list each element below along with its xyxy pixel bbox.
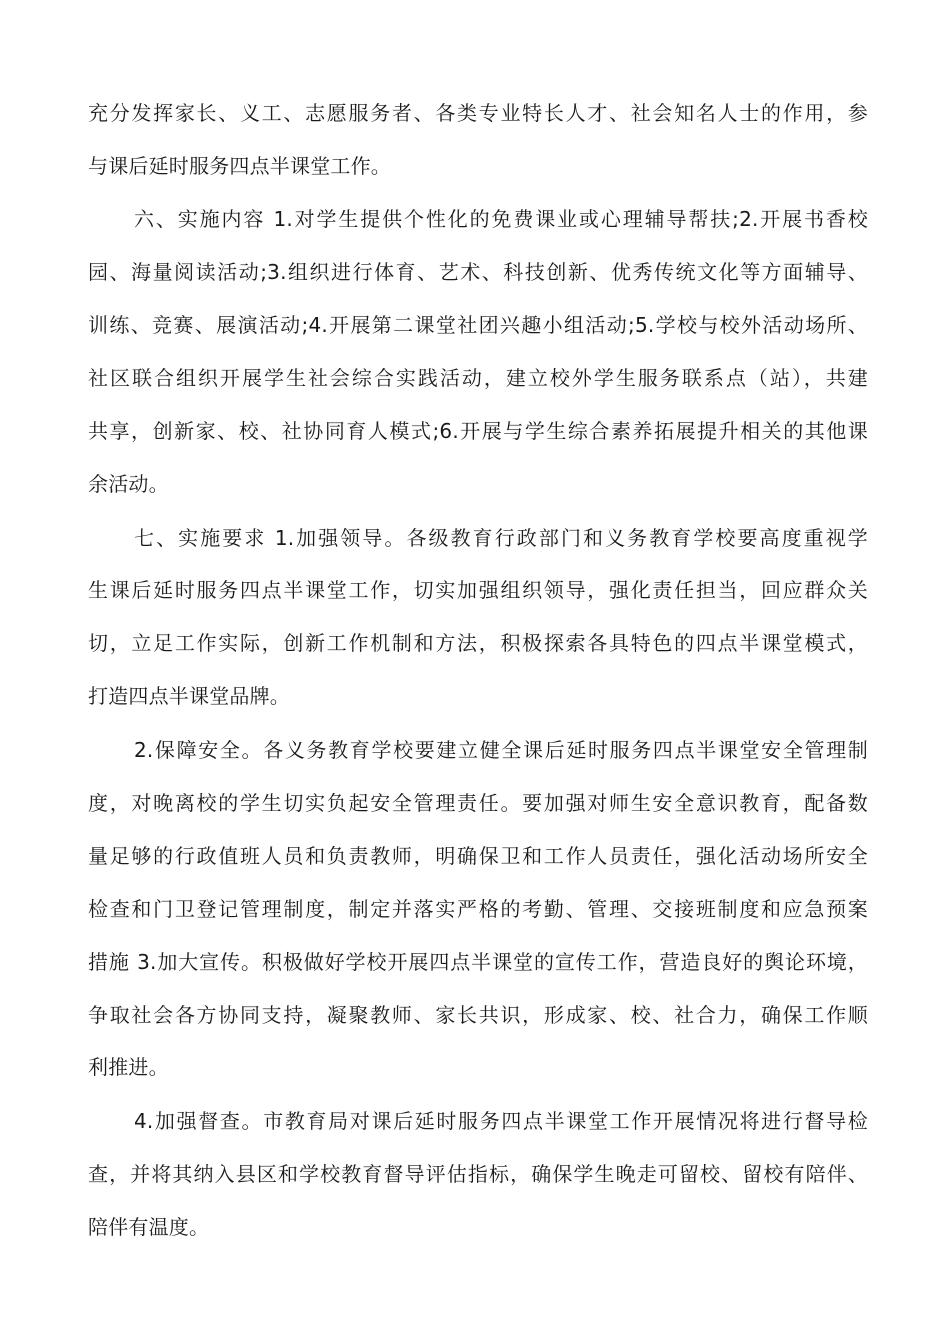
text-line: 查，并将其纳入县区和学校教育督导评估指标，确保学生晚走可留校、留校有陪伴、 (88, 1162, 868, 1186)
text-line: 切，立足工作实际，创新工作机制和方法，积极探索各具特色的四点半课堂模式， (88, 631, 868, 655)
text-line: 4.加强督查。市教育局对课后延时服务四点半课堂工作开展情况将进行督导检 (134, 1109, 868, 1133)
text-line: 2.保障安全。各义务教育学校要建立健全课后延时服务四点半课堂安全管理制 (134, 738, 868, 762)
text-line: 园、海量阅读活动;3.组织进行体育、艺术、科技创新、优秀传统文化等方面辅导、 (88, 260, 868, 284)
text-line: 与课后延时服务四点半课堂工作。 (88, 154, 391, 178)
text-line: 度，对晚离校的学生切实负起安全管理责任。要加强对师生安全意识教育，配备数 (88, 791, 868, 815)
text-line: 利推进。 (88, 1055, 169, 1079)
text-line: 共享，创新家、校、社协同育人模式;6.开展与学生综合素养拓展提升相关的其他课 (88, 419, 868, 443)
text-line: 打造四点半课堂品牌。 (88, 684, 290, 708)
text-line: 余活动。 (88, 472, 169, 496)
text-line: 社区联合组织开展学生社会综合实践活动，建立校外学生服务联系点（站），共建 (88, 366, 868, 390)
text-line: 充分发挥家长、义工、志愿服务者、各类专业特长人才、社会知名人士的作用，参 (88, 101, 868, 125)
text-line: 训练、竞赛、展演活动;4.开展第二课堂社团兴趣小组活动;5.学校与校外活动场所、 (88, 313, 868, 337)
text-line: 量足够的行政值班人员和负责教师，明确保卫和工作人员责任，强化活动场所安全 (88, 844, 868, 868)
text-line: 七、实施要求 1.加强领导。各级教育行政部门和义务教育学校要高度重视学 (134, 526, 868, 550)
text-line: 检查和门卫登记管理制度，制定并落实严格的考勤、管理、交接班制度和应急预案 (88, 897, 868, 921)
text-line: 措施 3.加大宣传。积极做好学校开展四点半课堂的宣传工作，营造良好的舆论环境， (88, 950, 868, 974)
text-line: 生课后延时服务四点半课堂工作，切实加强组织领导，强化责任担当，回应群众关 (88, 578, 868, 602)
text-line: 六、实施内容 1.对学生提供个性化的免费课业或心理辅导帮扶;2.开展书香校 (134, 207, 868, 231)
text-line: 争取社会各方协同支持，凝聚教师、家长共识，形成家、校、社合力，确保工作顺 (88, 1003, 868, 1027)
text-line: 陪伴有温度。 (88, 1215, 210, 1239)
